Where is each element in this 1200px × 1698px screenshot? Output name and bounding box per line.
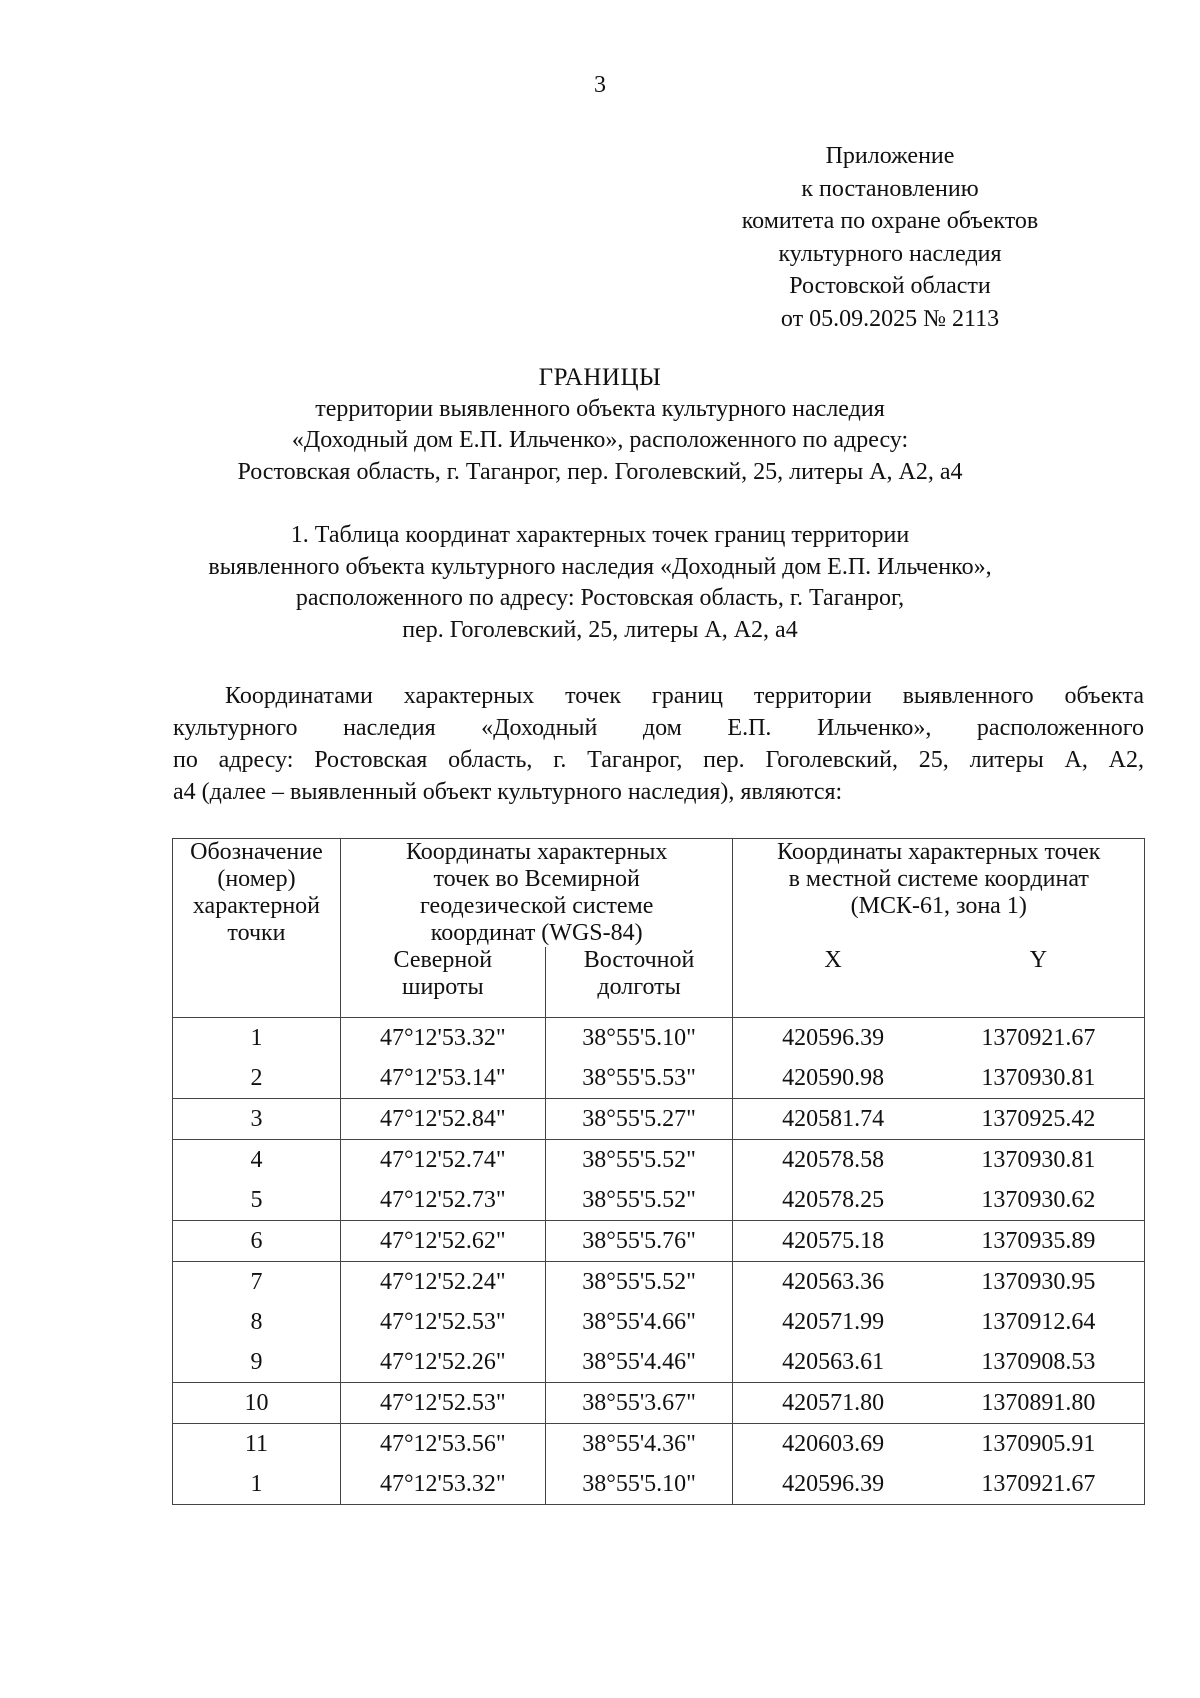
cell-x: 420575.18 [733, 1221, 933, 1262]
cell-longitude: 38°55'4.36" [545, 1424, 733, 1465]
cell-point-number: 9 [173, 1342, 341, 1383]
cell-latitude: 47°12'52.53" [340, 1302, 545, 1342]
table-row [173, 1018, 1145, 1059]
cell-x: 420563.36 [733, 1262, 933, 1303]
cell-point-number: 5 [173, 1180, 341, 1221]
appendix-block [740, 140, 1040, 335]
table-row [173, 1221, 1145, 1262]
cell-y: 1370930.81 [933, 1058, 1145, 1099]
cell-x: 420596.39 [782, 1025, 885, 1051]
cell-x: 420581.74 [733, 1099, 933, 1140]
appendix-line: к постановлению [801, 175, 979, 202]
cell-y: 1370921.67 [933, 1018, 1145, 1059]
intro-line: по адресу: Ростовская область, г. Таганрог, пер. Гоголевский, 25, литеры А, А2, [173, 747, 1144, 773]
header-x: X [733, 947, 933, 1018]
cell-x: 420563.61 [782, 1349, 885, 1375]
cell-point-number: 3 [173, 1099, 341, 1140]
table-row [173, 1058, 1145, 1099]
title-line: «Доходный дом Е.П. Ильченко», расположенного по адресу: [291, 427, 909, 453]
table-row [173, 1180, 1145, 1221]
title-heading: ГРАНИЦЫ [538, 364, 662, 391]
table-row [173, 1424, 1145, 1465]
appendix-line: комитета по охране объектов [741, 208, 1039, 234]
cell-latitude: 47°12'53.32" [340, 1018, 545, 1059]
cell-longitude: 38°55'5.52" [545, 1140, 733, 1181]
header-point-number: Обозначение (номер) характерной точки [173, 839, 341, 1018]
cell-x: 420603.69 [733, 1424, 933, 1465]
appendix-line: от 05.09.2025 № 2113 [780, 305, 1000, 332]
cell-x: 420571.99 [782, 1309, 885, 1335]
cell-longitude: 38°55'5.27" [545, 1099, 733, 1140]
cell-longitude: 38°55'5.10" [545, 1464, 733, 1505]
table-heading [0, 520, 1200, 646]
cell-x: 420578.58 [733, 1140, 933, 1181]
table-heading-line: расположенного по адресу: Ростовская область, г. Таганрог, [295, 585, 905, 611]
cell-latitude: 47°12'52.26" [340, 1342, 545, 1383]
cell-y: 1370930.62 [933, 1180, 1145, 1221]
appendix-line: культурного наследия [778, 240, 1002, 267]
cell-latitude: 47°12'53.32" [340, 1464, 545, 1505]
cell-y: 1370925.42 [933, 1099, 1145, 1140]
cell-y: 1370891.80 [933, 1383, 1145, 1424]
cell-longitude: 38°55'5.10" [545, 1018, 733, 1059]
cell-y: 1370908.53 [933, 1342, 1145, 1383]
intro-line: а4 (далее – выявленный объект культурного наследия), являются: [173, 779, 843, 805]
cell-point-number: 1 [173, 1018, 341, 1059]
title-line: Ростовская область, г. Таганрог, пер. Гоголевский, 25, литеры А, А2, а4 [237, 458, 963, 485]
cell-longitude: 38°55'5.52" [545, 1262, 733, 1303]
cell-y: 1370935.89 [933, 1221, 1145, 1262]
intro-line: культурного наследия «Доходный дом Е.П. Ильченко», расположенного [173, 715, 1144, 741]
cell-point-number: 1 [173, 1464, 341, 1505]
cell-y: 1370930.81 [933, 1140, 1145, 1181]
cell-y: 1370912.64 [933, 1302, 1145, 1342]
cell-y: 1370930.95 [933, 1262, 1145, 1303]
cell-latitude: 47°12'52.73" [340, 1180, 545, 1221]
table-row [173, 1464, 1145, 1505]
table-heading-line: 1. Таблица координат характерных точек границ территории [290, 522, 910, 548]
table-heading-line: выявленного объекта культурного наследия «Доходный дом Е.П. Ильченко», [208, 553, 992, 580]
table-row [173, 1262, 1145, 1303]
cell-latitude: 47°12'52.62" [340, 1221, 545, 1262]
cell-latitude: 47°12'52.84" [340, 1099, 545, 1140]
cell-latitude: 47°12'52.53" [340, 1383, 545, 1424]
cell-latitude: 47°12'53.14" [340, 1058, 545, 1099]
cell-longitude: 38°55'5.76" [545, 1221, 733, 1262]
table-header-row [173, 839, 1145, 948]
title-line: территории выявленного объекта культурного наследия [315, 395, 885, 422]
appendix-line: Ростовской области [789, 273, 991, 299]
cell-longitude: 38°55'4.46" [545, 1342, 733, 1383]
appendix-line: Приложение [825, 143, 955, 169]
table-row [173, 1140, 1145, 1181]
cell-y: 1370921.67 [933, 1464, 1145, 1505]
table-row [173, 1099, 1145, 1140]
page-number: 3 [594, 72, 606, 98]
table-row [173, 1342, 1145, 1383]
header-latitude: Северной широты [340, 947, 545, 1018]
header-longitude: Восточной долготы [545, 947, 733, 1018]
intro-line: Координатами характерных точек границ территории выявленного объекта [225, 683, 1144, 709]
cell-x: 420590.98 [782, 1065, 885, 1091]
cell-point-number: 6 [173, 1221, 341, 1262]
cell-point-number: 11 [173, 1424, 341, 1465]
cell-latitude: 47°12'52.74" [340, 1140, 545, 1181]
cell-point-number: 4 [173, 1140, 341, 1181]
cell-longitude: 38°55'5.53" [545, 1058, 733, 1099]
cell-latitude: 47°12'53.56" [340, 1424, 545, 1465]
cell-longitude: 38°55'4.66" [545, 1302, 733, 1342]
table-row [173, 1302, 1145, 1342]
cell-y: 1370905.91 [933, 1424, 1145, 1465]
cell-x: 420596.39 [733, 1464, 933, 1505]
cell-x: 420578.25 [782, 1187, 885, 1213]
cell-latitude: 47°12'52.24" [340, 1262, 545, 1303]
intro-paragraph [173, 680, 1144, 808]
header-msk61: Координаты характерных точек в местной системе координат (МСК-61, зона 1) [733, 839, 1145, 948]
document-title [0, 362, 1200, 488]
cell-point-number: 7 [173, 1262, 341, 1303]
header-y: Y [933, 947, 1145, 1018]
cell-x: 420571.80 [733, 1383, 933, 1424]
table-row [173, 1383, 1145, 1424]
table-heading-line: пер. Гоголевский, 25, литеры А, А2, а4 [402, 616, 798, 643]
cell-point-number: 8 [173, 1302, 341, 1342]
header-wgs84: Координаты характерных точек во Всемирной геодезической системе координат (WGS-84) [340, 839, 733, 948]
cell-point-number: 10 [173, 1383, 341, 1424]
cell-longitude: 38°55'5.52" [545, 1180, 733, 1221]
cell-longitude: 38°55'3.67" [545, 1383, 733, 1424]
cell-point-number: 2 [173, 1058, 341, 1099]
coordinates-table [172, 838, 1145, 1505]
